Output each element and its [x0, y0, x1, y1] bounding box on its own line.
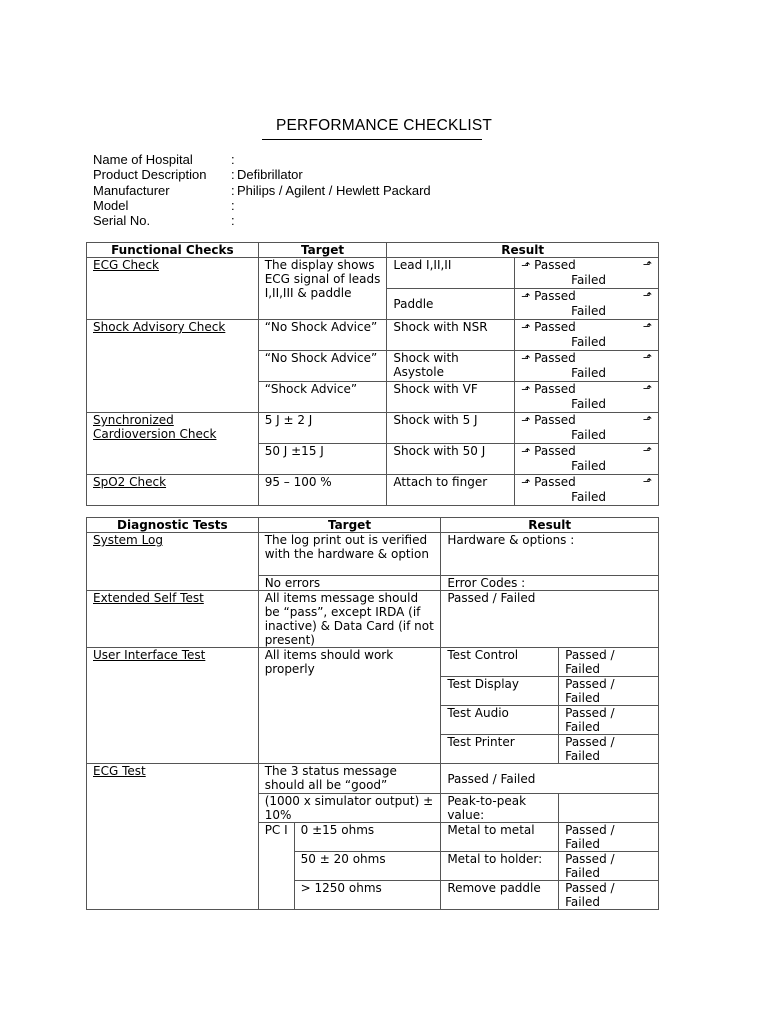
info-label: Model — [93, 197, 129, 213]
result-cell: Error Codes : — [441, 576, 659, 591]
test-name-text: ECG Test — [93, 764, 146, 778]
test-name — [87, 591, 259, 648]
subtest-cell: Test Printer — [441, 735, 559, 764]
checkbox-arrow-icon: ⬏ — [642, 475, 652, 488]
failed-label: Failed — [571, 428, 606, 442]
result-cell: Passed / Failed — [559, 823, 659, 852]
product-info — [93, 152, 431, 228]
passed-label: Passed — [534, 258, 576, 272]
page-title: PERFORMANCE CHECKLIST — [275, 117, 493, 134]
title-underline — [262, 139, 482, 140]
target-cell: The 3 status message should all be “good” — [258, 764, 441, 794]
failed-label: Failed — [571, 490, 606, 504]
failed-label: Failed — [571, 366, 606, 380]
result-cell: Passed / Failed — [559, 852, 659, 881]
condition-cell: Shock with 5 J — [387, 413, 515, 444]
condition-cell: Attach to finger — [387, 475, 515, 506]
col-header: Result — [387, 243, 659, 258]
passed-option — [521, 475, 652, 490]
result-cell — [515, 444, 659, 475]
info-label: Serial No. — [93, 213, 151, 229]
failed-label: Failed — [571, 397, 606, 411]
result-options — [521, 258, 652, 287]
info-colon: : — [231, 182, 235, 198]
passed-option — [521, 382, 652, 397]
info-row-model — [93, 198, 431, 213]
result-options — [521, 320, 652, 349]
check-name — [87, 475, 259, 506]
checkbox-arrow-icon: ⬏ — [521, 259, 531, 272]
condition-cell: Shock with 50 J — [387, 444, 515, 475]
test-name — [87, 764, 259, 910]
subtest-cell: Test Audio — [441, 706, 559, 735]
checkbox-arrow-icon: ⬏ — [642, 320, 652, 333]
target-cell: “Shock Advice” — [258, 382, 387, 413]
result-cell: Passed / Failed — [559, 648, 659, 677]
passed-label: Passed — [534, 382, 576, 396]
checkbox-arrow-icon: ⬏ — [521, 321, 531, 334]
info-label: Name of Hospital — [93, 152, 193, 167]
checkbox-arrow-icon: ⬏ — [642, 382, 652, 395]
condition-cell: Shock with NSR — [387, 320, 515, 351]
info-row-manufacturer — [93, 183, 431, 198]
passed-option — [521, 413, 652, 428]
ohm-cell: 50 ± 20 ohms — [294, 852, 441, 881]
diagnostic-tests-table — [86, 517, 659, 910]
target-cell: 95 – 100 % — [258, 475, 387, 506]
checkbox-arrow-icon: ⬏ — [642, 351, 652, 364]
check-name — [87, 258, 259, 320]
target-cell: “No Shock Advice” — [258, 351, 387, 382]
subtest-cell: Peak-to-peak value: — [441, 794, 559, 823]
result-cell: Passed / Failed — [441, 764, 659, 794]
result-cell: Passed / Failed — [559, 677, 659, 706]
result-options — [521, 444, 652, 473]
test-name — [87, 648, 259, 764]
result-options — [521, 382, 652, 411]
col-header: Result — [441, 518, 659, 533]
subtest-cell: Test Display — [441, 677, 559, 706]
checkbox-arrow-icon: ⬏ — [521, 476, 531, 489]
target-cell: (1000 x simulator output) ± 10% — [258, 794, 441, 823]
result-cell: Passed / Failed — [559, 735, 659, 764]
test-name-text: User Interface Test — [93, 648, 206, 662]
info-value: Philips / Agilent / Hewlett Packard — [237, 182, 431, 198]
info-colon: : — [231, 213, 235, 229]
check-name-text: ECG Check — [93, 258, 159, 272]
ohm-cell: 0 ±15 ohms — [294, 823, 441, 852]
target-cell: The log print out is verified with the hardware & option — [258, 533, 441, 576]
subtest-cell: Test Control — [441, 648, 559, 677]
result-cell: Passed / Failed — [559, 706, 659, 735]
target-cell: 50 J ±15 J — [258, 444, 387, 475]
target-cell: 5 J ± 2 J — [258, 413, 387, 444]
checkbox-arrow-icon: ⬏ — [521, 445, 531, 458]
result-cell — [515, 382, 659, 413]
result-cell: Passed / Failed — [441, 591, 659, 648]
failed-label: Failed — [571, 459, 606, 473]
checkbox-arrow-icon: ⬏ — [521, 383, 531, 396]
result-cell — [515, 351, 659, 382]
check-name — [87, 413, 259, 475]
checkbox-arrow-icon: ⬏ — [521, 290, 531, 303]
checkbox-arrow-icon: ⬏ — [521, 352, 531, 365]
info-row-serial — [93, 213, 431, 228]
target-cell: “No Shock Advice” — [258, 320, 387, 351]
result-cell — [515, 475, 659, 506]
checkbox-arrow-icon: ⬏ — [642, 289, 652, 302]
condition-cell: Shock with Asystole — [387, 351, 515, 382]
check-name — [87, 320, 259, 413]
condition-cell: Shock with VF — [387, 382, 515, 413]
col-header: Target — [258, 243, 387, 258]
passed-option — [521, 444, 652, 459]
target-cell: All items should work properly — [258, 648, 441, 764]
passed-option — [521, 258, 652, 273]
check-name-text: Shock Advisory Check — [93, 320, 226, 334]
info-row-product — [93, 167, 431, 182]
test-name — [87, 533, 259, 591]
target-cell: The display shows ECG signal of leads I,II,III & paddle — [258, 258, 387, 320]
result-cell: Hardware & options : — [441, 533, 659, 576]
checkbox-arrow-icon: ⬏ — [642, 258, 652, 271]
passed-label: Passed — [534, 320, 576, 334]
info-label: Manufacturer — [93, 182, 170, 198]
passed-label: Passed — [534, 475, 576, 489]
passed-label: Passed — [534, 351, 576, 365]
subtest-cell: Remove paddle — [441, 881, 559, 910]
result-options — [521, 351, 652, 380]
ohm-cell: > 1250 ohms — [294, 881, 441, 910]
test-name-text: System Log — [93, 533, 163, 547]
functional-checks-table — [86, 242, 659, 506]
result-options — [521, 413, 652, 442]
passed-label: Passed — [534, 289, 576, 303]
result-cell — [515, 413, 659, 444]
checkbox-arrow-icon: ⬏ — [642, 413, 652, 426]
col-header: Functional Checks — [87, 243, 259, 258]
result-cell — [559, 794, 659, 823]
failed-label: Failed — [571, 335, 606, 349]
result-cell: Passed / Failed — [559, 881, 659, 910]
passed-option — [521, 351, 652, 366]
condition-cell: Paddle — [387, 289, 515, 320]
result-cell — [515, 258, 659, 289]
result-cell — [515, 320, 659, 351]
subtest-cell: Metal to metal — [441, 823, 559, 852]
failed-label: Failed — [571, 304, 606, 318]
info-row-hospital — [93, 152, 431, 167]
passed-option — [521, 320, 652, 335]
info-colon: : — [231, 152, 235, 167]
target-cell: No errors — [258, 576, 441, 591]
checkbox-arrow-icon: ⬏ — [521, 414, 531, 427]
failed-label: Failed — [571, 273, 606, 287]
check-name-text: Synchronized Cardioversion Check — [93, 413, 217, 441]
result-options — [521, 289, 652, 318]
subtest-cell: Metal to holder: — [441, 852, 559, 881]
target-cell: All items message should be “pass”, except IRDA (if inactive) & Data Card (if not present) — [258, 591, 441, 648]
info-colon: : — [231, 167, 235, 183]
result-cell — [515, 289, 659, 320]
passed-label: Passed — [534, 413, 576, 427]
condition-cell: Lead I,II,II — [387, 258, 515, 289]
info-colon: : — [231, 197, 235, 213]
result-options — [521, 475, 652, 504]
checkbox-arrow-icon: ⬏ — [642, 444, 652, 457]
col-header: Target — [258, 518, 441, 533]
passed-option — [521, 289, 652, 304]
info-label: Product Description — [93, 167, 207, 183]
info-value: Defibrillator — [237, 167, 303, 183]
test-name-text: Extended Self Test — [93, 591, 204, 605]
passed-label: Passed — [534, 444, 576, 458]
pci-cell: PC I — [258, 823, 294, 910]
col-header: Diagnostic Tests — [87, 518, 259, 533]
check-name-text: SpO2 Check — [93, 475, 167, 489]
